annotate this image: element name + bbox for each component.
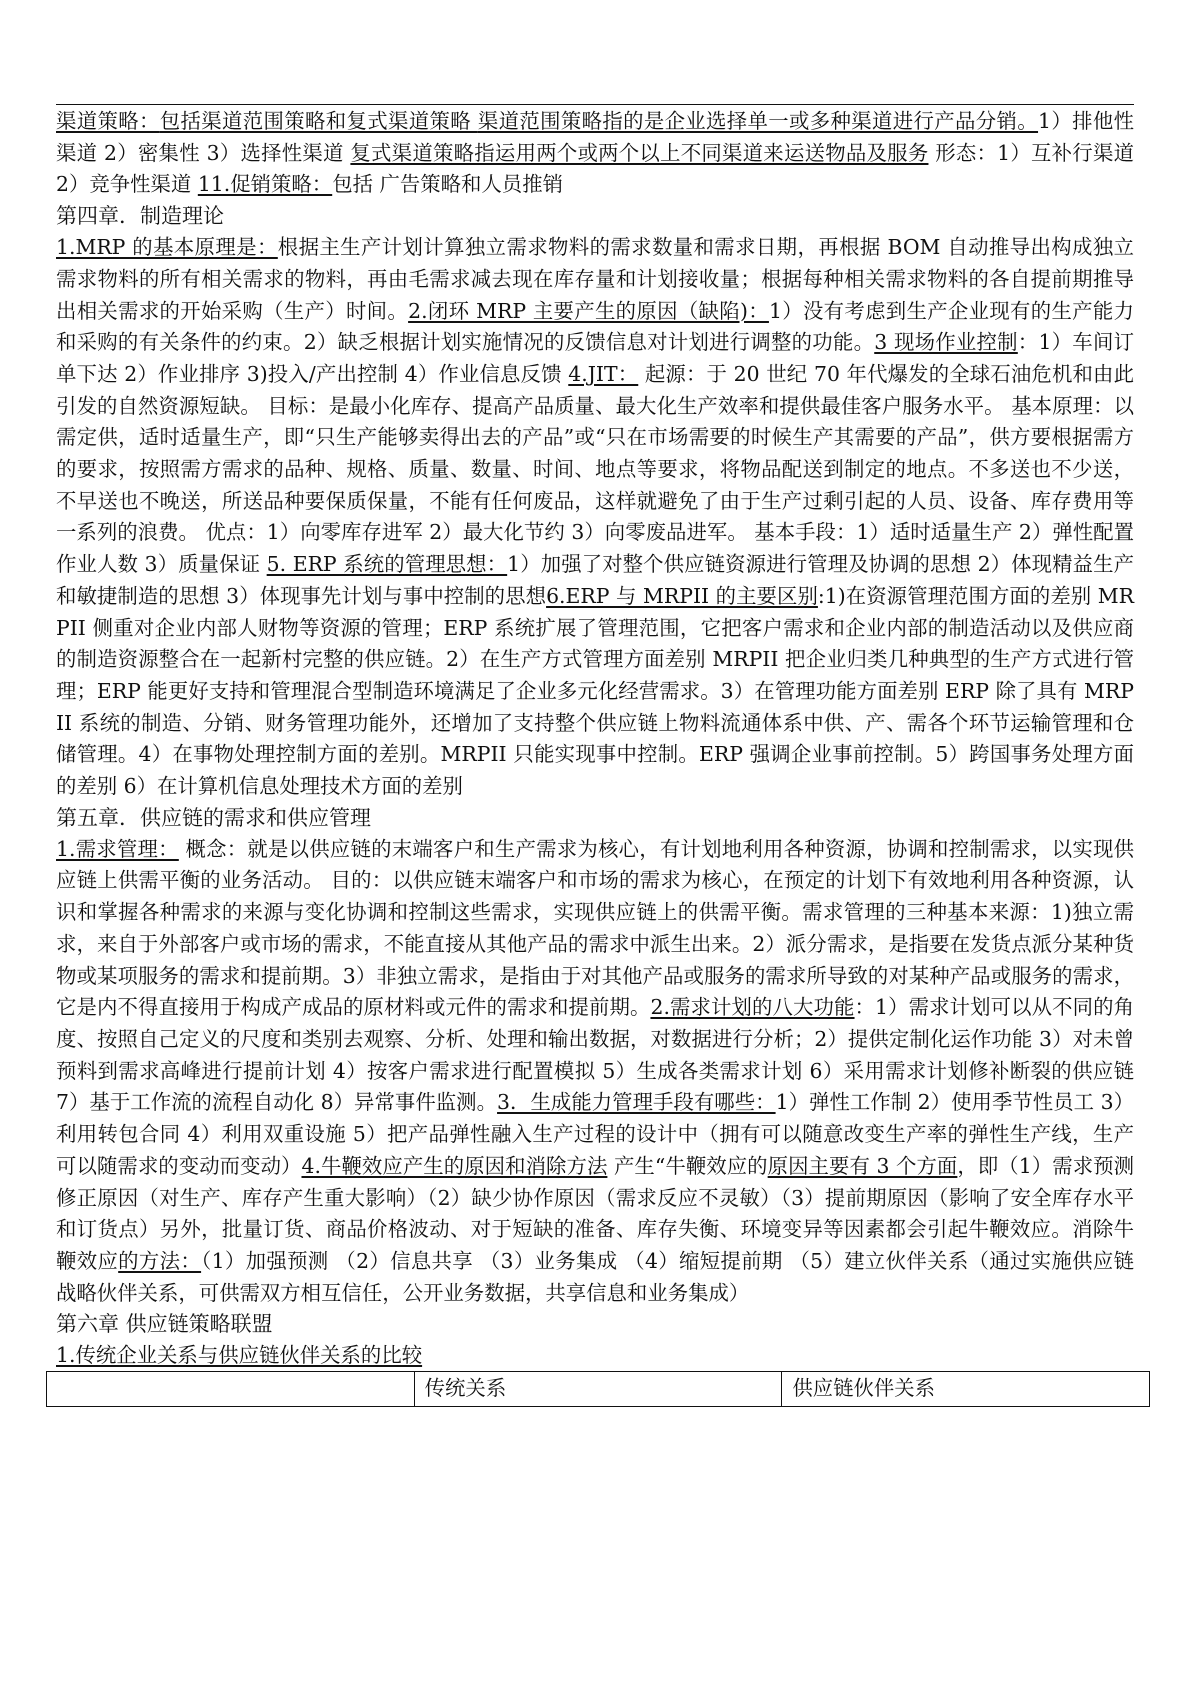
shop-floor-control-text: ：1）车间订单下达 2）作业排序 3)投入/产出控制 4）作业信息反馈 bbox=[56, 330, 1134, 386]
erp-thought-text: 1）加强了对整个供应链资源进行管理及协调的思想 2）体现精益生产和敏捷制造的思想 3）体现事先计划与事中控制的思想 bbox=[56, 552, 1134, 608]
jit-text: 起源：于 20 世纪 70 年代爆发的全球石油危机和由此引发的自然资源短缺。 目标：是最小化库存、提高产品质量、最大化生产效率和提供最佳客户服务水平。 基本原理：以需定供，适时适量生产，即“只生产能够卖得出去的产品”或“只在市场需要的时候生产其需要的产品”，供方要根据需方的要求，按照需方需求的品种、规格、质量、数量、时间、地点等要求，将物品配送到制定的地点。不多送也不少送，不早送也不晚送，所送品种要保质保量，不能有任何废品，这样就避免了由于生产过剩引起的人员、设备、库存费用等一系列的浪费。 优点：1）向零库存进军 2）最大化节约 3）向零废品进军。 基本手段：1）适时适量生产 2）弹性配置作业人数 3）质量保证 bbox=[56, 361, 1134, 577]
closed-loop-mrp-text: 1）没有考虑到生产企业现有的生产能力和采购的有关条件的约束。2）缺乏根据计划实施情况的反馈信息对计划进行调整的功能。 bbox=[56, 298, 1134, 355]
channel-strategy-text: 包括渠道范围策略和复式渠道策略 bbox=[159, 109, 478, 133]
table-header-row bbox=[47, 1372, 1150, 1407]
jit-label: 4.JIT： bbox=[568, 361, 639, 386]
closed-loop-mrp-label: 2.闭环 MRP 主要产生的原因（缺陷)： bbox=[408, 298, 769, 323]
demand-management-label: 1.需求管理： bbox=[56, 836, 179, 861]
channel-types-text: 1）排他性渠道 2）密集性 3）选择性渠道 bbox=[56, 109, 1135, 165]
bullwhip-effect-label: 4.牛鞭效应产生的原因和消除方法 bbox=[301, 1153, 608, 1178]
channel-forms-text: 形态：1）互补行渠道 2）竞争性渠道 bbox=[56, 140, 1134, 197]
bullwhip-methods-text: （1）加强预测 （2）信息共享 （3）业务集成 （4）缩短提前期 （5）建立伙伴关系（通过实施供应链战略伙伴关系，可供需双方相互信任，公开业务数据，共享信息和业务集成） bbox=[56, 1248, 1135, 1305]
demand-plan-functions-text: ：1）需求计划可以从不同的角度、按照自己定义的尺度和类别去观察、分析、处理和输出数据，对数据进行分析；2）提供定制化运作功能 3）对未曾预料到需求高峰进行提前计划 4）按客户需求进行配置模拟 5）生成各类需求计划 6）采用需求计划修补断裂的供应链 7）基于工作流的流程自动化 8）异常事件监测。 bbox=[56, 995, 1134, 1115]
shop-floor-control-label: 3 现场作业控制 bbox=[874, 330, 1018, 355]
mrp-principle-label: 1.MRP 的基本原理是： bbox=[56, 235, 278, 260]
mrp-principle-text: 根据主生产计划计算独立需求物料的需求数量和需求日期，再根据 BOM 自动推导出构成独立需求物料的所有相关需求的物料，再由毛需求减去现在库存量和计划接收量；根据每种相关需求物料的各自提前期推导出相关需求的开始采购（生产）时间。 bbox=[56, 235, 1134, 323]
table-header-cell-empty bbox=[47, 1372, 415, 1407]
channel-scope-text: 渠道范围策略指的是企业选择单一或多种渠道进行产品分销。 bbox=[477, 109, 1039, 133]
promotion-strategy-label: 11.促销策略： bbox=[197, 172, 333, 197]
bullwhip-intro-text: 产生“牛鞭效应的 bbox=[607, 1153, 768, 1178]
table-header-cell-traditional: 传统关系 bbox=[414, 1372, 782, 1407]
comparison-table-title: 1.传统企业关系与供应链伙伴关系的比较 bbox=[56, 1343, 423, 1368]
chapter4-paragraph bbox=[56, 232, 1134, 803]
top-rule bbox=[56, 104, 1134, 105]
comparison-table bbox=[46, 1371, 1150, 1407]
capacity-management-label: 3．生成能力管理手段有哪些： bbox=[497, 1090, 776, 1115]
bullwhip-causes-label: 原因主要有 3 个方面 bbox=[767, 1153, 958, 1178]
erp-mrpii-diff-text: :1)在资源管理范围方面的差别 MRPII 侧重对企业内部人财物等资源的管理；ERP 系统扩展了管理范围，它把客户需求和企业内部的制造活动以及供应商的制造资源整合在一起新村完整的供应链。2）在生产方式管理方面差别 MRPII 把企业归类几种典型的生产方式进行管理；ERP 能更好支持和管理混合型制造环境满足了企业多元化经营需求。3）在管理功能方面差别 ERP 除了具有 MRPII 系统的制造、分销、财务管理功能外，还增加了支持整个供应链上物料流通体系中供、产、需各个环节运输管理和仓储管理。4）在事物处理控制方面的差别。MRPII 只能实现事中控制。ERP 强调企业事前控制。5）跨国事务处理方面的差别 6）在计算机信息处理技术方面的差别 bbox=[56, 583, 1135, 799]
promotion-strategy-text: 包括 广告策略和人员推销 bbox=[332, 172, 563, 197]
bullwhip-causes-text: ，即（1）需求预测修正原因（对生产、库存产生重大影响）（2）缺少协作原因（需求反应不灵敏）（3）提前期原因（影响了安全库存水平和订货点）另外，批量订货、商品价格波动、对于短缺的准备、库存失衡、环境变异等因素都会引起牛鞭效应。消除牛鞭效应 bbox=[56, 1153, 1135, 1273]
erp-thought-label: 5. ERP 系统的管理思想： bbox=[266, 552, 508, 577]
demand-plan-functions-label: 2.需求计划的八大功能 bbox=[650, 995, 855, 1020]
document-page bbox=[56, 106, 1134, 1407]
capacity-management-text: 1）弹性工作制 2）使用季节性员工 3）利用转包合同 4）利用双重设施 5）把产品弹性融入生产过程的设计中（拥有可以随意改变生产率的弹性生产线，生产可以随需求的变动而变动） bbox=[56, 1090, 1134, 1178]
channel-strategy-label: 渠道策略： bbox=[56, 109, 160, 133]
chapter4-title: 第四章．制造理论 bbox=[56, 204, 224, 229]
channel-strategy-paragraph bbox=[56, 106, 1134, 201]
bullwhip-methods-label: 的方法： bbox=[118, 1248, 202, 1273]
table-header-cell-partnership: 供应链伙伴关系 bbox=[782, 1372, 1150, 1407]
erp-mrpii-diff-label: 6.ERP 与 MRPII 的主要区别 bbox=[546, 583, 818, 608]
chapter5-paragraph bbox=[56, 834, 1134, 1310]
multi-channel-text: 复式渠道策略指运用两个或两个以上不同渠道来运送物品及服务 bbox=[350, 140, 929, 165]
chapter6-title: 第六章 供应链策略联盟 bbox=[56, 1312, 273, 1337]
chapter5-title: 第五章．供应链的需求和供应管理 bbox=[56, 805, 371, 830]
demand-management-text: 概念：就是以供应链的末端客户和生产需求为核心，有计划地利用各种资源，协调和控制需求，以实现供应链上供需平衡的业务活动。 目的：以供应链末端客户和市场的需求为核心，在预定的计划下有效地利用各种资源，认识和掌握各种需求的来源与变化协调和控制这些需求，实现供应链上的供需平衡。需求管理的三种基本来源：1)独立需求，来自于外部客户或市场的需求，不能直接从其他产品的需求中派生出来。2）派分需求，是指要在发货点派分某种货物或某项服务的需求和提前期。3）非独立需求，是指由于对其他产品或服务的需求所导致的对某种产品或服务的需求，它是内不得直接用于构成产成品的原材料或元件的需求和提前期。 bbox=[56, 836, 1134, 1020]
